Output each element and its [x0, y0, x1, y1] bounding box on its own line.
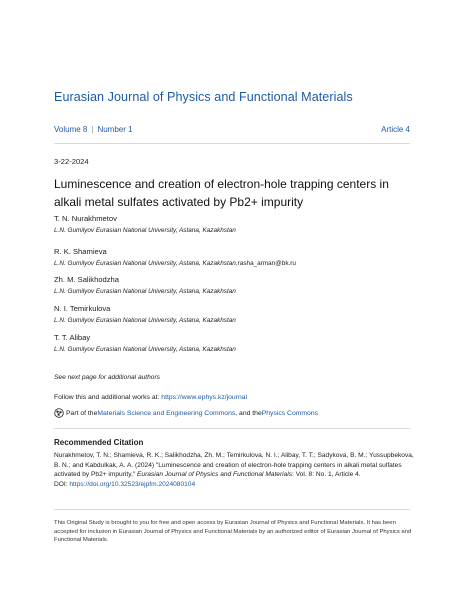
- author-email[interactable]: rasha_arman@bk.ru: [237, 260, 296, 267]
- author-block: [54, 304, 414, 326]
- follow-line: [54, 394, 247, 401]
- author-block: [54, 214, 414, 236]
- author-affiliation: L.N. Gumilyov Eurasian National University, Astana, Kazakhstan: [54, 288, 236, 295]
- author-block: [54, 333, 414, 355]
- follow-prefix: Follow this and additional works at:: [54, 394, 162, 401]
- materials-science-commons-link[interactable]: Materials Science and Engineering Commons: [97, 409, 236, 417]
- article-link[interactable]: Article 4: [381, 125, 410, 134]
- part-of-prefix: Part of the: [66, 409, 98, 417]
- issue-bar: [54, 125, 410, 139]
- article-title: Luminescence and creation of electron-hole trapping centers in alkali metal sulfates activated by Pb2+ impurity: [54, 177, 389, 209]
- divider: [54, 428, 410, 429]
- author-name: R. K. Shamieva: [54, 247, 107, 256]
- author-affiliation: L.N. Gumilyov Eurasian National University, Astana, Kazakhstan: [54, 317, 236, 324]
- citation-volume: : Vol. 8: No. 1, Article 4.: [292, 471, 361, 478]
- publication-date: 3-22-2024: [54, 157, 89, 166]
- physics-commons-link[interactable]: Physics Commons: [261, 409, 319, 417]
- divider: [54, 509, 410, 510]
- number-link[interactable]: Number 1: [97, 125, 133, 134]
- author-name: Zh. M. Salikhodzha: [54, 275, 119, 284]
- part-of-middle: , and the: [235, 409, 262, 417]
- volume-link[interactable]: Volume 8: [54, 125, 88, 134]
- author-name: T. N. Nurakhmetov: [54, 214, 117, 223]
- author-block: [54, 247, 414, 269]
- author-block: [54, 275, 414, 297]
- commons-network-icon: [54, 408, 64, 418]
- citation-journal: Eurasian Journal of Physics and Functional Materials: [137, 471, 293, 478]
- author-affiliation: L.N. Gumilyov Eurasian National University, Astana, Kazakhstan: [54, 346, 236, 353]
- part-of-line: [54, 408, 318, 418]
- author-name: T. T. Alibay: [54, 333, 91, 342]
- see-next-note: See next page for additional authors: [54, 374, 160, 381]
- access-statement: This Original Study is brought to you for free and open access by Eurasian Journal of Physics and Functional Materials. It has been accepted for inclusion in Eurasian Journal of Physics and Functional Materials by an authorized editor of Eurasian Journal of Physics and Functional Materials.: [54, 520, 412, 543]
- doi-prefix: DOI:: [54, 480, 70, 488]
- journal-title[interactable]: Eurasian Journal of Physics and Functional Materials: [54, 90, 353, 104]
- recommended-citation-heading: Recommended Citation: [54, 438, 144, 447]
- doi-link[interactable]: https://doi.org/10.32523/ejpfm.2024080104: [69, 480, 196, 488]
- author-name: N. I. Temirkulova: [54, 304, 111, 313]
- citation-text: Nurakhmetov, T. N.; Shamieva, R. K.; Salikhodzha, Zh. M.; Temirkulova, N. I.; Alibay, T. T.; Sadykova, B. M.; Yussupbekova, B. N.; and Kabdulkak, A. A. (2024) "Luminescence and creation of electron-hole trapping centers in alkali metal sulfates activated by Pb2+ impurity,": [54, 452, 414, 478]
- divider: [54, 143, 410, 144]
- issue-separator: |: [91, 125, 94, 134]
- recommended-citation: [54, 451, 414, 489]
- author-affiliation: L.N. Gumilyov Eurasian National University, Astana, Kazakhstan,rasha_arman@bk.ru: [54, 260, 296, 267]
- author-affiliation: L.N. Gumilyov Eurasian National University, Astana, Kazakhstan: [54, 227, 236, 234]
- journal-link[interactable]: https://www.ephys.kz/journal: [161, 394, 248, 401]
